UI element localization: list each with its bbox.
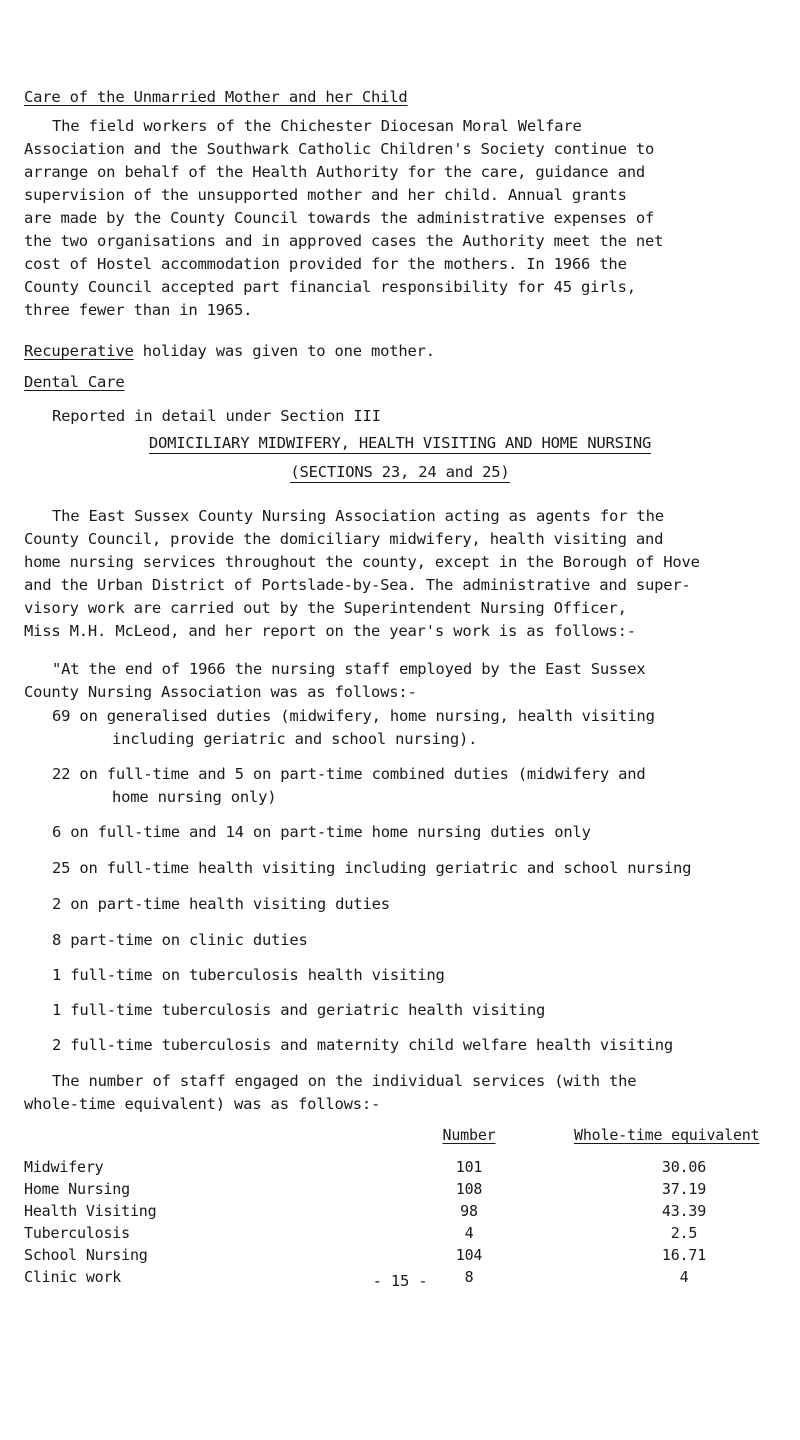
staff-list-item: 2 full-time tuberculosis and maternity child welfare health visiting — [52, 1036, 673, 1054]
table-header-row — [24, 1126, 794, 1156]
table-row — [24, 1222, 794, 1244]
service-number: 8 — [464, 1268, 474, 1286]
staff-services-table — [24, 1126, 794, 1288]
service-number: 108 — [455, 1180, 483, 1198]
service-name: Midwifery — [24, 1158, 104, 1176]
paragraph-recuperative — [24, 340, 764, 363]
service-number: 101 — [455, 1158, 483, 1176]
service-name: Health Visiting — [24, 1202, 157, 1220]
service-equivalent: 30.06 — [661, 1158, 707, 1176]
column-header-equivalent: Whole-time equivalent — [574, 1126, 760, 1144]
paragraph-services-intro: The number of staff engaged on the individual services (with the whole-time equivalent) was as follows:- — [24, 1072, 637, 1113]
main-heading-domiciliary: DOMICILIARY MIDWIFERY, HEALTH VISITING AND HOME NURSING — [148, 434, 652, 452]
page-number: - 15 - — [372, 1272, 428, 1290]
paragraph-domiciliary: The East Sussex County Nursing Association acting as agents for the County Council, provide the domiciliary midwifery, health visiting and home nursing services throughout the county, except in the Borough of Hove and the Urban District of Portslade-by-Sea. The administrative and super- visory work are carried out by the Superintendent Nursing Officer, Miss M.H. McLeod, and her report on the year's work is as follows:- — [24, 507, 700, 640]
service-equivalent: 43.39 — [661, 1202, 707, 1220]
service-equivalent: 16.71 — [661, 1246, 707, 1264]
service-name: Tuberculosis — [24, 1224, 130, 1242]
recuperative-heading: Recuperative — [24, 342, 134, 360]
service-equivalent: 37.19 — [661, 1180, 707, 1198]
service-number: 98 — [460, 1202, 478, 1220]
service-equivalent: 2.5 — [670, 1224, 698, 1242]
service-name: Home Nursing — [24, 1180, 130, 1198]
staff-list-item: 25 on full-time health visiting including geriatric and school nursing — [52, 859, 692, 877]
paragraph-unmarried-mother: The field workers of the Chichester Diocesan Moral Welfare Association and the Southwark Catholic Children's Society continue to arrange on behalf of the Health Authority for the care, guidance and supervision of the unsupported mother and her child. Annual grants are made by the County Council towards the administrative expenses of the two organisations and in approved cases the Authority meet the net cost of Hostel accommodation provided for the mothers. In 1966 the County Council accepted part financial responsibility for 45 girls, three fewer than in 1965. — [24, 117, 664, 319]
staff-list-item: 1 full-time tuberculosis and geriatric health visiting — [52, 1001, 546, 1019]
section-heading-dental-care: Dental Care — [24, 373, 125, 391]
staff-list-item: 6 on full-time and 14 on part-time home nursing duties only — [52, 823, 591, 841]
table-row — [24, 1200, 794, 1222]
service-number: 4 — [464, 1224, 474, 1242]
table-row — [24, 1156, 794, 1178]
table-row — [24, 1244, 794, 1266]
column-header-number: Number — [442, 1126, 496, 1144]
service-name: School Nursing — [24, 1246, 148, 1264]
paragraph-dental-care: Reported in detail under Section III — [52, 407, 381, 425]
subheading-sections: (SECTIONS 23, 24 and 25) — [290, 463, 510, 481]
staff-list-item: 1 full-time on tuberculosis health visiting — [52, 966, 445, 984]
service-name: Clinic work — [24, 1268, 122, 1286]
service-equivalent: 4 — [679, 1268, 689, 1286]
staff-list-item: 22 on full-time and 5 on part-time combined duties (midwifery and home nursing only) — [52, 765, 646, 806]
recuperative-text: holiday was given to one mother. — [133, 342, 435, 360]
table-row — [24, 1178, 794, 1200]
staff-list-item: 8 part-time on clinic duties — [52, 931, 308, 949]
service-number: 104 — [455, 1246, 483, 1264]
staff-list-item: 2 on part-time health visiting duties — [52, 895, 390, 913]
section-heading-unmarried-mother: Care of the Unmarried Mother and her Child — [24, 88, 408, 106]
paragraph-quote-intro: "At the end of 1966 the nursing staff employed by the East Sussex County Nursing Association was as follows:- — [24, 660, 646, 701]
staff-list-item: 69 on generalised duties (midwifery, home nursing, health visiting including geriatric and school nursing). — [52, 707, 655, 748]
